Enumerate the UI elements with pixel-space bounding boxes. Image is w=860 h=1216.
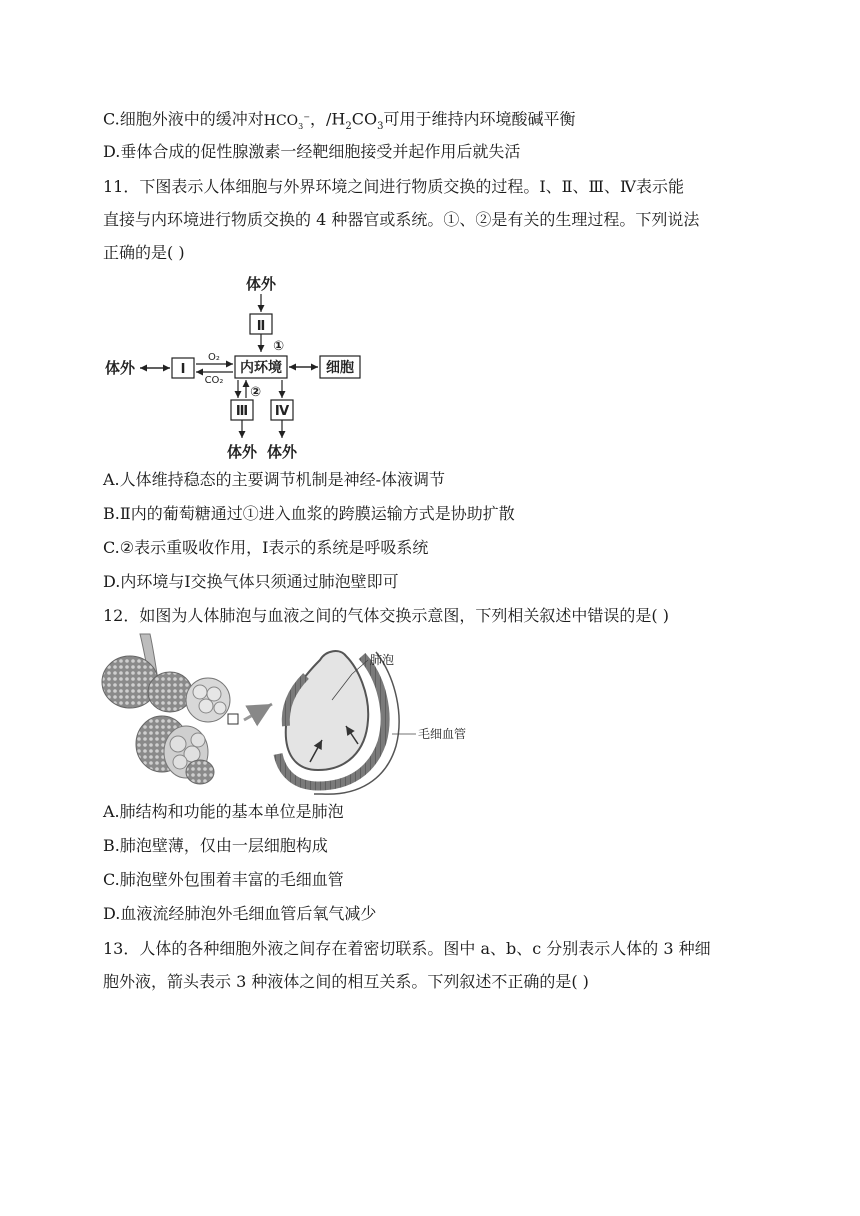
q10-option-d: D.垂体合成的促性腺激素一经靶细胞接受并起作用后就失活 <box>103 142 521 161</box>
q11-stem-line3: 正确的是( ) <box>103 243 185 262</box>
q11-outside-bottom-left: 体外 <box>226 443 258 461</box>
q11-organ-iii: Ⅲ <box>235 404 249 419</box>
q12-alveolus-illustration <box>100 634 467 790</box>
q11-exchange-diagram <box>100 272 370 464</box>
q11-option-c: C.②表示重吸收作用，Ⅰ表示的系统是呼吸系统 <box>103 538 429 557</box>
q11-o2-label: O₂ <box>208 352 220 363</box>
q13-stem-line2: 胞外液，箭头表示 3 种液体之间的相互关系。下列叙述不正确的是( ) <box>103 972 589 991</box>
q12-stem: 12．如图为人体肺泡与血液之间的气体交换示意图，下列相关叙述中错误的是( ) <box>103 606 669 625</box>
q11-option-a: A.人体维持稳态的主要调节机制是神经-体液调节 <box>103 470 446 489</box>
q12-capillary-label: 毛细血管 <box>418 727 467 741</box>
q11-outside-left: 体外 <box>104 359 136 377</box>
q11-cell: 细胞 <box>326 360 354 376</box>
lung-lobule-icon <box>102 634 238 784</box>
q13-stem-line1: 13．人体的各种细胞外液之间存在着密切联系。图中 a、b、c 分别表示人体的 3 种细 <box>103 939 711 958</box>
q11-organ-i: Ⅰ <box>180 362 186 377</box>
q11-organ-ii: Ⅱ <box>256 319 266 334</box>
q11-organ-iv: Ⅳ <box>274 404 290 419</box>
q11-option-d: D.内环境与Ⅰ交换气体只须通过肺泡壁即可 <box>103 572 399 591</box>
alveolus-zoom <box>278 651 416 794</box>
q11-stem-line2: 直接与内环境进行物质交换的 4 种器官或系统。①、②是有关的生理过程。下列说法 <box>103 210 700 229</box>
q12-option-c: C.肺泡壁外包围着丰富的毛细血管 <box>103 870 344 889</box>
q12-option-b: B.肺泡壁薄，仅由一层细胞构成 <box>103 836 328 855</box>
q11-co2-label: CO₂ <box>204 375 224 386</box>
q11-process-2: ② <box>250 385 262 400</box>
q11-option-b: B.Ⅱ内的葡萄糖通过①进入血浆的跨膜运输方式是协助扩散 <box>103 504 515 523</box>
q12-option-d: D.血液流经肺泡外毛细血管后氧气减少 <box>103 904 377 923</box>
q11-outside-bottom-right: 体外 <box>266 443 298 461</box>
q11-process-1: ① <box>273 339 285 354</box>
q11-stem-line1: 11．下图表示人体细胞与外界环境之间进行物质交换的过程。Ⅰ、Ⅱ、Ⅲ、Ⅳ表示能 <box>103 177 684 196</box>
q12-alveolus-label: 肺泡 <box>370 653 395 667</box>
q12-option-a: A.肺结构和功能的基本单位是肺泡 <box>103 802 344 821</box>
q11-internal-environment: 内环境 <box>240 360 282 376</box>
q10-option-c: C.细胞外液中的缓冲对$HCO_3^-$，$/H_2CO_3$可用于维持内环境酸碱平衡 <box>103 109 576 132</box>
q11-outside-top: 体外 <box>245 275 277 293</box>
